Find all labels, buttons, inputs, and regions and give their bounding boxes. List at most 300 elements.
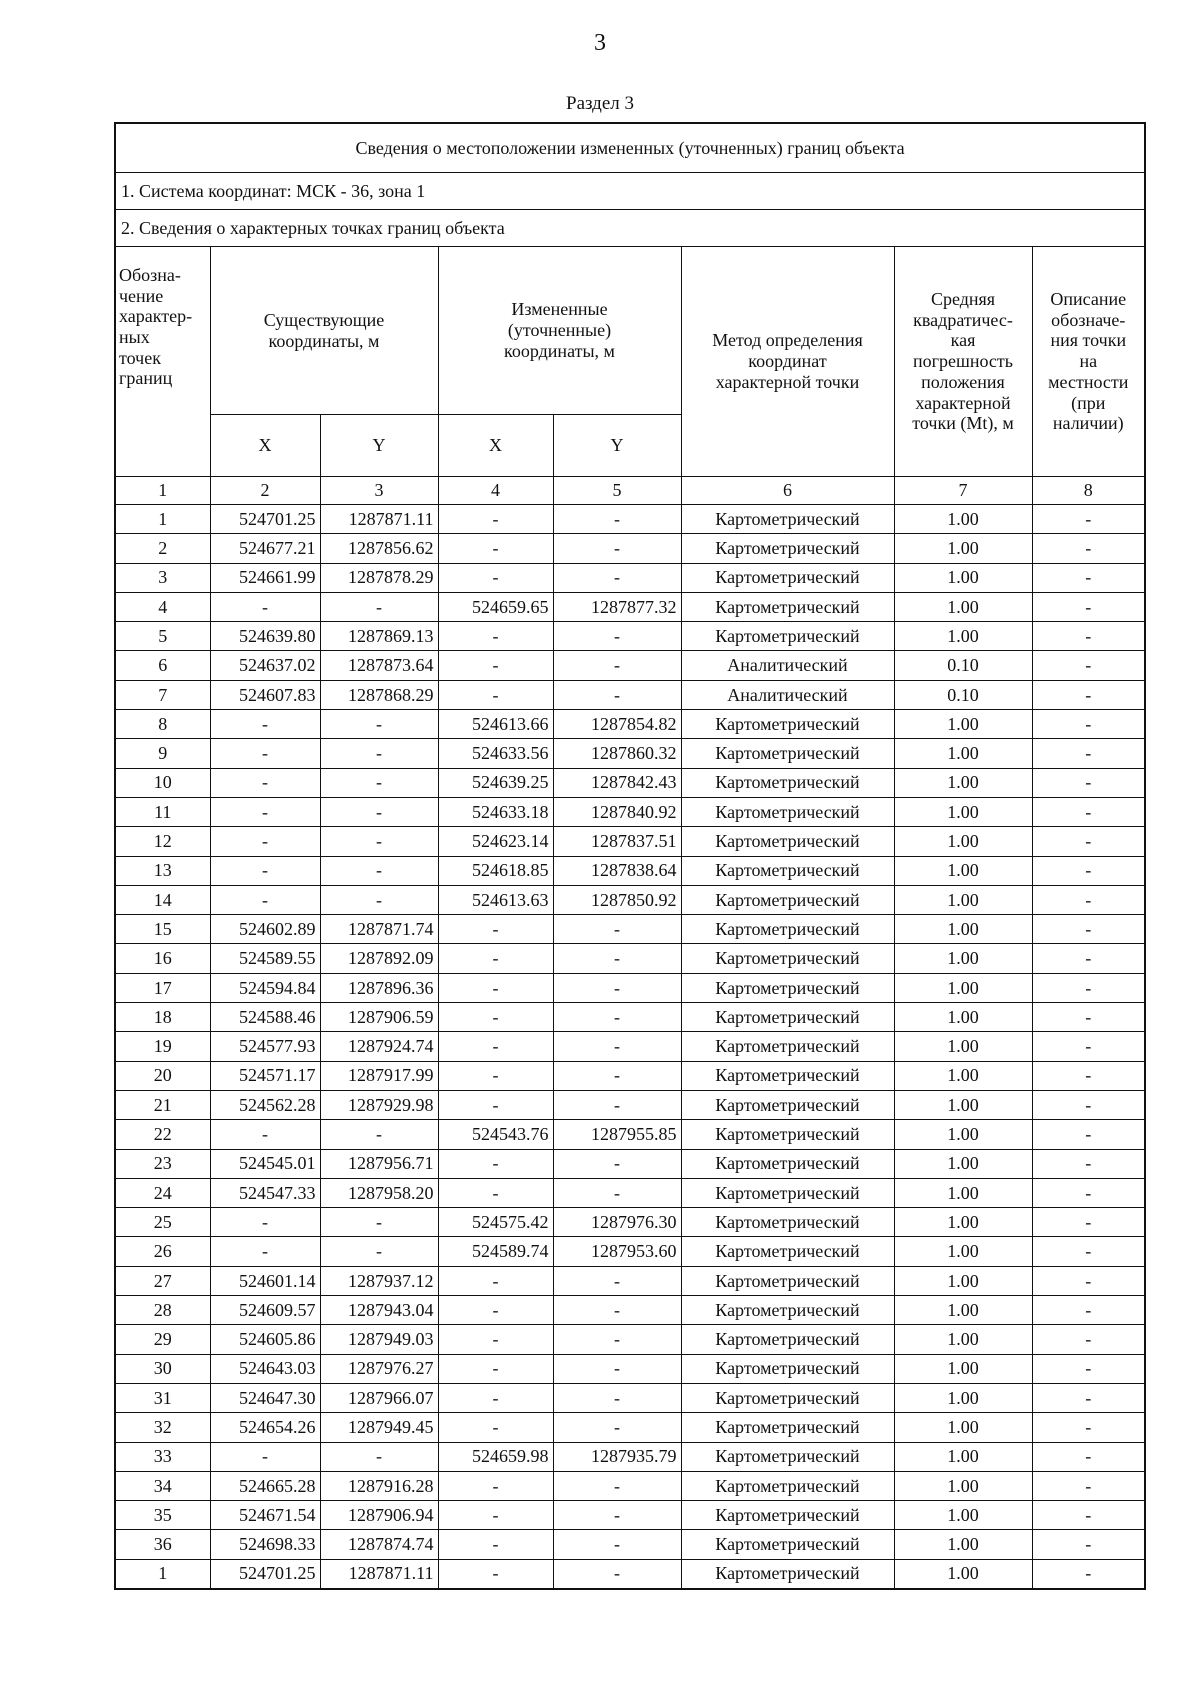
cell-existing-y: 1287943.04 (320, 1296, 438, 1325)
cell-existing-y: - (320, 1120, 438, 1149)
cell-mse: 1.00 (894, 1003, 1032, 1032)
header-designation: Обозна- чение характер- ных точек границ (115, 247, 210, 477)
header-description: Описание обозначе- ния точки на местности (при наличии) (1032, 247, 1145, 477)
cell-description: - (1032, 739, 1145, 768)
cell-point-id: 33 (115, 1442, 210, 1471)
cell-changed-y: 1287877.32 (553, 592, 681, 621)
table-row (115, 563, 1145, 592)
cell-changed-y: 1287838.64 (553, 856, 681, 885)
cell-description: - (1032, 1442, 1145, 1471)
cell-description: - (1032, 1530, 1145, 1559)
cell-method: Картометрический (681, 534, 894, 563)
cell-existing-x: - (210, 885, 320, 914)
cell-mse: 1.00 (894, 856, 1032, 885)
cell-changed-y: 1287953.60 (553, 1237, 681, 1266)
cell-method: Картометрический (681, 915, 894, 944)
coordinate-system: 1. Система координат: МСК - 36, зона 1 (115, 173, 1145, 210)
cell-method: Картометрический (681, 1178, 894, 1207)
column-numbers-row (115, 477, 1145, 505)
cell-method: Картометрический (681, 1354, 894, 1383)
cell-mse: 1.00 (894, 944, 1032, 973)
cell-changed-y: - (553, 563, 681, 592)
table-row (115, 915, 1145, 944)
table-row (115, 1354, 1145, 1383)
cell-method: Картометрический (681, 944, 894, 973)
cell-changed-y: - (553, 1383, 681, 1412)
cell-mse: 1.00 (894, 973, 1032, 1002)
cell-mse: 1.00 (894, 1061, 1032, 1090)
table-row (115, 1120, 1145, 1149)
points-heading: 2. Сведения о характерных точках границ объекта (115, 210, 1145, 247)
cell-point-id: 2 (115, 534, 210, 563)
cell-existing-y: - (320, 1237, 438, 1266)
cell-method: Картометрический (681, 505, 894, 534)
cell-changed-x: - (438, 1530, 553, 1559)
cell-description: - (1032, 1178, 1145, 1207)
cell-existing-y: 1287892.09 (320, 944, 438, 973)
cell-changed-x: 524613.63 (438, 885, 553, 914)
cell-existing-x: 524562.28 (210, 1090, 320, 1119)
cell-changed-x: - (438, 680, 553, 709)
cell-existing-x: - (210, 710, 320, 739)
cell-existing-y: 1287958.20 (320, 1178, 438, 1207)
cell-point-id: 3 (115, 563, 210, 592)
cell-method: Картометрический (681, 768, 894, 797)
cell-changed-x: - (438, 1061, 553, 1090)
cell-description: - (1032, 1032, 1145, 1061)
cell-existing-y: 1287869.13 (320, 622, 438, 651)
table-row (115, 1530, 1145, 1559)
cell-existing-x: 524571.17 (210, 1061, 320, 1090)
cell-point-id: 1 (115, 1559, 210, 1589)
cell-changed-y: - (553, 915, 681, 944)
cell-method: Картометрический (681, 1296, 894, 1325)
cell-description: - (1032, 915, 1145, 944)
cell-existing-y: 1287924.74 (320, 1032, 438, 1061)
cell-changed-x: - (438, 1471, 553, 1500)
cell-description: - (1032, 1237, 1145, 1266)
column-number: 1 (115, 477, 210, 505)
cell-existing-x: 524671.54 (210, 1501, 320, 1530)
table-row (115, 944, 1145, 973)
cell-changed-x: 524613.66 (438, 710, 553, 739)
cell-description: - (1032, 1296, 1145, 1325)
column-number: 4 (438, 477, 553, 505)
cell-mse: 1.00 (894, 505, 1032, 534)
cell-point-id: 18 (115, 1003, 210, 1032)
cell-description: - (1032, 1471, 1145, 1500)
cell-changed-x: - (438, 1149, 553, 1178)
column-number: 8 (1032, 477, 1145, 505)
cell-existing-y: - (320, 797, 438, 826)
cell-point-id: 6 (115, 651, 210, 680)
cell-method: Картометрический (681, 1383, 894, 1412)
cell-method: Картометрический (681, 710, 894, 739)
header-changed-coords: Измененные (уточненные) координаты, м (438, 247, 681, 415)
cell-existing-y: 1287906.94 (320, 1501, 438, 1530)
cell-mse: 1.00 (894, 1354, 1032, 1383)
cell-description: - (1032, 827, 1145, 856)
cell-changed-y: 1287935.79 (553, 1442, 681, 1471)
cell-existing-x: 524605.86 (210, 1325, 320, 1354)
cell-changed-x: - (438, 1501, 553, 1530)
column-number: 7 (894, 477, 1032, 505)
cell-changed-y: 1287854.82 (553, 710, 681, 739)
cell-changed-y: - (553, 1501, 681, 1530)
cell-changed-y: - (553, 973, 681, 1002)
cell-method: Картометрический (681, 563, 894, 592)
cell-existing-x: 524665.28 (210, 1471, 320, 1500)
cell-method: Картометрический (681, 885, 894, 914)
cell-changed-y: 1287842.43 (553, 768, 681, 797)
table-row (115, 1296, 1145, 1325)
boundary-points-table (114, 122, 1146, 1590)
cell-existing-x: - (210, 1442, 320, 1471)
cell-point-id: 29 (115, 1325, 210, 1354)
cell-existing-y: 1287956.71 (320, 1149, 438, 1178)
cell-changed-y: - (553, 1559, 681, 1589)
header-existing-coords: Существующие координаты, м (210, 247, 438, 415)
cell-changed-y: - (553, 1354, 681, 1383)
cell-description: - (1032, 944, 1145, 973)
section-label: Раздел 3 (566, 93, 634, 114)
cell-description: - (1032, 534, 1145, 563)
table-row (115, 1061, 1145, 1090)
cell-changed-y: - (553, 1296, 681, 1325)
cell-mse: 1.00 (894, 1530, 1032, 1559)
cell-changed-x: - (438, 1354, 553, 1383)
cell-mse: 1.00 (894, 622, 1032, 651)
cell-existing-y: - (320, 1442, 438, 1471)
cell-point-id: 25 (115, 1208, 210, 1237)
cell-existing-y: 1287896.36 (320, 973, 438, 1002)
cell-point-id: 24 (115, 1178, 210, 1207)
cell-changed-x: - (438, 1383, 553, 1412)
cell-point-id: 9 (115, 739, 210, 768)
cell-changed-y: - (553, 505, 681, 534)
table-row (115, 856, 1145, 885)
cell-existing-x: - (210, 856, 320, 885)
cell-method: Картометрический (681, 1530, 894, 1559)
cell-point-id: 5 (115, 622, 210, 651)
cell-changed-y: 1287840.92 (553, 797, 681, 826)
cell-existing-x: - (210, 768, 320, 797)
table-row (115, 505, 1145, 534)
cell-method: Картометрический (681, 592, 894, 621)
cell-changed-y: - (553, 622, 681, 651)
cell-mse: 1.00 (894, 1208, 1032, 1237)
cell-description: - (1032, 1559, 1145, 1589)
cell-existing-x: - (210, 1237, 320, 1266)
cell-changed-x: 524659.65 (438, 592, 553, 621)
cell-changed-x: - (438, 915, 553, 944)
cell-existing-x: - (210, 739, 320, 768)
table-row (115, 1032, 1145, 1061)
cell-existing-y: 1287868.29 (320, 680, 438, 709)
cell-method: Картометрический (681, 1237, 894, 1266)
table-row (115, 651, 1145, 680)
cell-point-id: 12 (115, 827, 210, 856)
cell-point-id: 13 (115, 856, 210, 885)
column-number: 5 (553, 477, 681, 505)
cell-mse: 1.00 (894, 768, 1032, 797)
cell-existing-x: 524589.55 (210, 944, 320, 973)
cell-mse: 1.00 (894, 1383, 1032, 1412)
cell-changed-y: 1287955.85 (553, 1120, 681, 1149)
cell-changed-x: - (438, 1178, 553, 1207)
cell-changed-x: 524623.14 (438, 827, 553, 856)
cell-point-id: 7 (115, 680, 210, 709)
cell-changed-y: - (553, 1032, 681, 1061)
cell-existing-y: - (320, 885, 438, 914)
cell-changed-y: - (553, 1325, 681, 1354)
cell-existing-x: 524601.14 (210, 1266, 320, 1295)
cell-mse: 1.00 (894, 1266, 1032, 1295)
cell-existing-y: 1287976.27 (320, 1354, 438, 1383)
cell-existing-y: 1287871.11 (320, 1559, 438, 1589)
cell-existing-y: - (320, 592, 438, 621)
cell-existing-y: 1287949.03 (320, 1325, 438, 1354)
column-number: 6 (681, 477, 894, 505)
header-changed-y: Y (553, 415, 681, 477)
cell-existing-y: - (320, 768, 438, 797)
cell-existing-x: - (210, 827, 320, 856)
column-number: 2 (210, 477, 320, 505)
cell-existing-y: 1287949.45 (320, 1413, 438, 1442)
cell-existing-x: - (210, 1208, 320, 1237)
cell-existing-x: 524661.99 (210, 563, 320, 592)
cell-mse: 1.00 (894, 739, 1032, 768)
cell-description: - (1032, 651, 1145, 680)
cell-method: Картометрический (681, 1325, 894, 1354)
cell-description: - (1032, 1354, 1145, 1383)
header-existing-x: X (210, 415, 320, 477)
table-row (115, 1003, 1145, 1032)
cell-point-id: 34 (115, 1471, 210, 1500)
cell-existing-x: 524701.25 (210, 1559, 320, 1589)
cell-existing-x: 524647.30 (210, 1383, 320, 1412)
cell-existing-y: 1287871.74 (320, 915, 438, 944)
table-row (115, 1149, 1145, 1178)
cell-point-id: 1 (115, 505, 210, 534)
cell-existing-x: 524588.46 (210, 1003, 320, 1032)
cell-mse: 1.00 (894, 1413, 1032, 1442)
cell-changed-x: - (438, 944, 553, 973)
cell-mse: 1.00 (894, 563, 1032, 592)
header-existing-y: Y (320, 415, 438, 477)
cell-mse: 1.00 (894, 1032, 1032, 1061)
cell-existing-x: 524677.21 (210, 534, 320, 563)
cell-existing-y: 1287871.11 (320, 505, 438, 534)
cell-existing-x: 524698.33 (210, 1530, 320, 1559)
cell-point-id: 11 (115, 797, 210, 826)
cell-existing-x: 524607.83 (210, 680, 320, 709)
cell-point-id: 8 (115, 710, 210, 739)
header-mse: Средняя квадратичес- кая погрешность положения характерной точки (Mt), м (894, 247, 1032, 477)
table-row (115, 827, 1145, 856)
cell-description: - (1032, 1061, 1145, 1090)
cell-mse: 1.00 (894, 1501, 1032, 1530)
page-number: 3 (594, 30, 606, 56)
cell-changed-y: 1287850.92 (553, 885, 681, 914)
cell-mse: 0.10 (894, 651, 1032, 680)
cell-method: Картометрический (681, 1208, 894, 1237)
cell-description: - (1032, 1413, 1145, 1442)
table-row (115, 1090, 1145, 1119)
cell-changed-x: - (438, 622, 553, 651)
cell-mse: 0.10 (894, 680, 1032, 709)
cell-description: - (1032, 1149, 1145, 1178)
table-title: Сведения о местоположении измененных (уточненных) границ объекта (115, 123, 1145, 173)
cell-description: - (1032, 680, 1145, 709)
cell-method: Картометрический (681, 1032, 894, 1061)
cell-method: Картометрический (681, 1413, 894, 1442)
cell-point-id: 16 (115, 944, 210, 973)
cell-changed-y: 1287976.30 (553, 1208, 681, 1237)
cell-method: Картометрический (681, 1471, 894, 1500)
cell-changed-y: - (553, 534, 681, 563)
cell-existing-y: 1287878.29 (320, 563, 438, 592)
cell-changed-y: - (553, 1530, 681, 1559)
table-row (115, 680, 1145, 709)
column-number: 3 (320, 477, 438, 505)
cell-mse: 1.00 (894, 797, 1032, 826)
cell-existing-x: 524643.03 (210, 1354, 320, 1383)
cell-changed-x: - (438, 1413, 553, 1442)
cell-method: Картометрический (681, 1061, 894, 1090)
cell-mse: 1.00 (894, 1149, 1032, 1178)
cell-description: - (1032, 768, 1145, 797)
cell-mse: 1.00 (894, 1442, 1032, 1471)
cell-description: - (1032, 710, 1145, 739)
table-row (115, 1178, 1145, 1207)
cell-method: Картометрический (681, 856, 894, 885)
table-row (115, 1501, 1145, 1530)
cell-changed-x: - (438, 1003, 553, 1032)
cell-mse: 1.00 (894, 1559, 1032, 1589)
cell-method: Картометрический (681, 622, 894, 651)
cell-point-id: 31 (115, 1383, 210, 1412)
cell-changed-y: - (553, 1090, 681, 1119)
cell-changed-x: 524618.85 (438, 856, 553, 885)
cell-point-id: 26 (115, 1237, 210, 1266)
cell-existing-x: 524602.89 (210, 915, 320, 944)
cell-existing-x: 524545.01 (210, 1149, 320, 1178)
cell-existing-y: - (320, 827, 438, 856)
cell-point-id: 36 (115, 1530, 210, 1559)
cell-existing-x: 524594.84 (210, 973, 320, 1002)
cell-method: Картометрический (681, 1266, 894, 1295)
cell-changed-x: - (438, 1296, 553, 1325)
cell-method: Картометрический (681, 1559, 894, 1589)
cell-method: Картометрический (681, 1120, 894, 1149)
cell-description: - (1032, 973, 1145, 1002)
cell-description: - (1032, 856, 1145, 885)
cell-description: - (1032, 1325, 1145, 1354)
table-row (115, 1237, 1145, 1266)
cell-changed-y: - (553, 1149, 681, 1178)
cell-existing-x: 524701.25 (210, 505, 320, 534)
cell-changed-x: 524633.56 (438, 739, 553, 768)
cell-point-id: 35 (115, 1501, 210, 1530)
cell-changed-y: - (553, 1413, 681, 1442)
table-row (115, 1208, 1145, 1237)
cell-method: Аналитический (681, 651, 894, 680)
cell-mse: 1.00 (894, 1237, 1032, 1266)
cell-existing-x: 524637.02 (210, 651, 320, 680)
cell-existing-x: 524609.57 (210, 1296, 320, 1325)
cell-method: Картометрический (681, 1090, 894, 1119)
cell-description: - (1032, 505, 1145, 534)
cell-changed-y: - (553, 1061, 681, 1090)
cell-point-id: 10 (115, 768, 210, 797)
table-row (115, 710, 1145, 739)
table-row (115, 768, 1145, 797)
cell-existing-x: - (210, 1120, 320, 1149)
cell-changed-y: - (553, 651, 681, 680)
cell-existing-y: - (320, 856, 438, 885)
cell-existing-x: 524547.33 (210, 1178, 320, 1207)
cell-changed-x: 524633.18 (438, 797, 553, 826)
table-row (115, 1325, 1145, 1354)
cell-existing-x: 524639.80 (210, 622, 320, 651)
cell-description: - (1032, 1501, 1145, 1530)
cell-description: - (1032, 622, 1145, 651)
table-row (115, 622, 1145, 651)
cell-changed-y: - (553, 1266, 681, 1295)
cell-changed-y: - (553, 1471, 681, 1500)
cell-changed-x: 524543.76 (438, 1120, 553, 1149)
cell-changed-x: - (438, 973, 553, 1002)
cell-point-id: 27 (115, 1266, 210, 1295)
cell-existing-y: 1287917.99 (320, 1061, 438, 1090)
cell-description: - (1032, 1003, 1145, 1032)
cell-mse: 1.00 (894, 885, 1032, 914)
cell-mse: 1.00 (894, 827, 1032, 856)
cell-existing-y: 1287937.12 (320, 1266, 438, 1295)
cell-mse: 1.00 (894, 1090, 1032, 1119)
cell-mse: 1.00 (894, 1296, 1032, 1325)
cell-changed-x: 524589.74 (438, 1237, 553, 1266)
cell-changed-x: - (438, 1266, 553, 1295)
cell-changed-x: - (438, 1032, 553, 1061)
cell-point-id: 23 (115, 1149, 210, 1178)
cell-changed-y: 1287860.32 (553, 739, 681, 768)
cell-point-id: 20 (115, 1061, 210, 1090)
cell-changed-x: - (438, 505, 553, 534)
cell-changed-y: - (553, 680, 681, 709)
cell-description: - (1032, 1120, 1145, 1149)
cell-changed-x: 524659.98 (438, 1442, 553, 1471)
cell-existing-x: 524654.26 (210, 1413, 320, 1442)
table-row (115, 1442, 1145, 1471)
table-row (115, 1383, 1145, 1412)
cell-point-id: 17 (115, 973, 210, 1002)
cell-changed-x: 524639.25 (438, 768, 553, 797)
cell-description: - (1032, 1383, 1145, 1412)
cell-existing-y: 1287929.98 (320, 1090, 438, 1119)
table-row (115, 592, 1145, 621)
cell-mse: 1.00 (894, 710, 1032, 739)
cell-point-id: 15 (115, 915, 210, 944)
table-row (115, 1471, 1145, 1500)
cell-existing-y: - (320, 1208, 438, 1237)
cell-mse: 1.00 (894, 1120, 1032, 1149)
cell-changed-x: - (438, 1559, 553, 1589)
cell-existing-x: - (210, 797, 320, 826)
cell-changed-x: - (438, 1090, 553, 1119)
cell-existing-y: 1287906.59 (320, 1003, 438, 1032)
